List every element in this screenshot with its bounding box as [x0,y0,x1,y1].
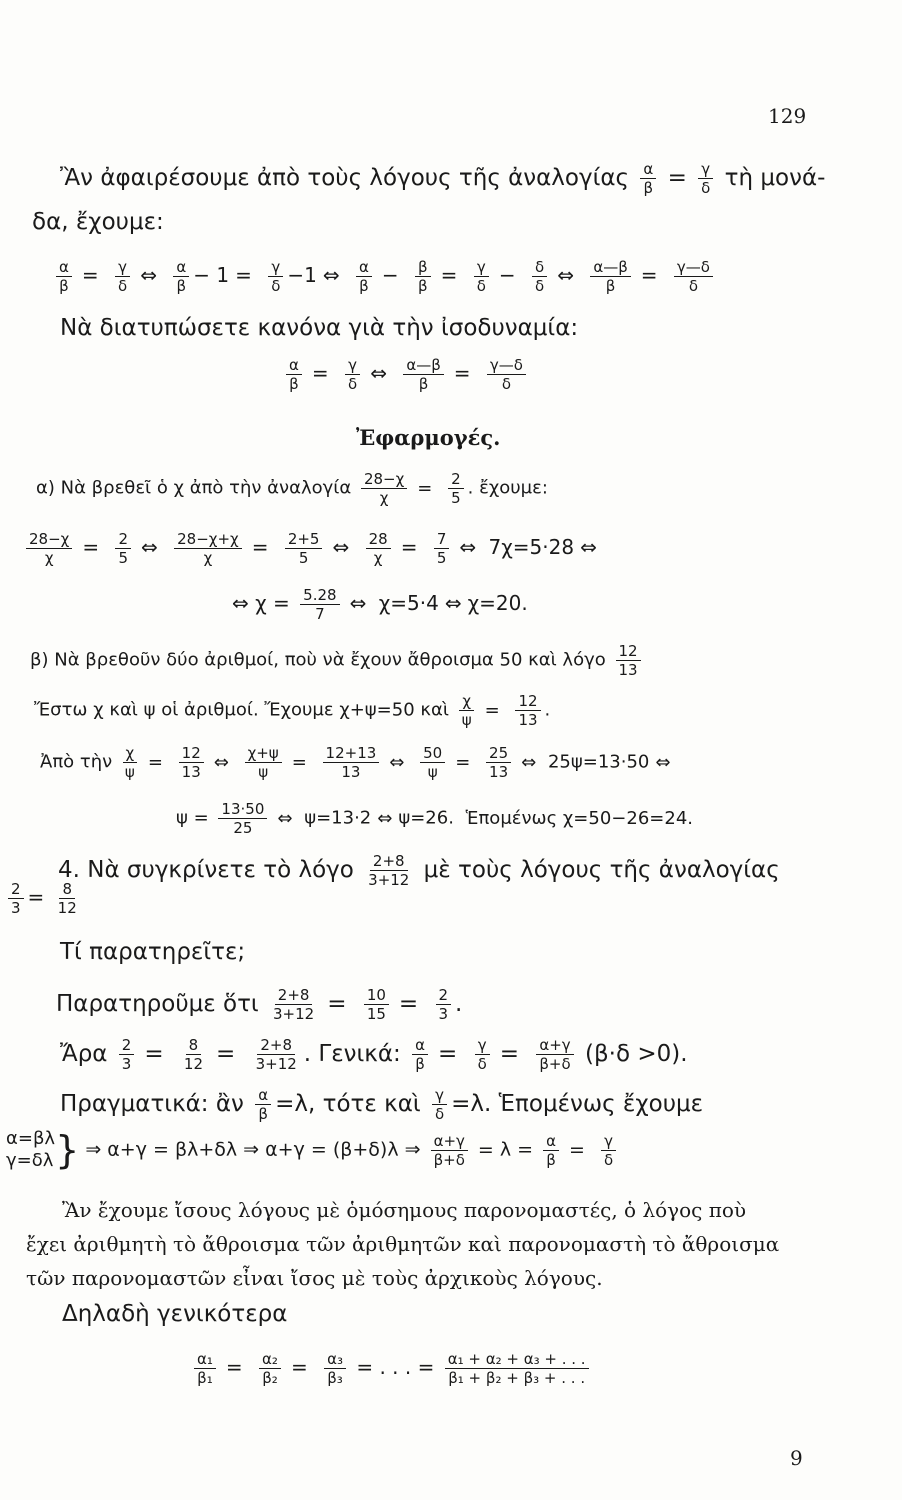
q4-line: 4. Νὰ συγκρίνετε τὸ λόγο $\frac{2+8}{3+12}$ μὲ τοὺς λόγους τῆς ἀναλογίας [58,852,780,889]
app-a-result: ⇔ χ = $\frac{5.28}{7}$ ⇔ χ=5·4 ⇔ χ=20. [232,586,528,623]
app-b-let: Ἔστω χ καὶ ψ οἱ ἀριθμοί. Ἔχουμε χ+ψ=50 καὶ $\frac{\chi}{\psi}$ = $\frac{12}{13}$ . [34,692,551,729]
general-formula: $\frac{\text{α₁}}{\text{β₁}}$ = $\frac{\text{α₂}}{\text{β₂}}$ = $\frac{\text{α₃}}{\text{β₃}}$ = . . . = $\frac{\text{α₁ + α₂ + α₃ + . . .}}{\text{β₁ + β₂ + β₃ + . . .}}$ [190,1350,593,1387]
app-a-line: α) Νὰ βρεθεῖ ὁ χ ἀπὸ τὴν ἀναλογία $\frac{28-\chi}{\chi}$ = $\frac{2}{5}$ . ἔχουμε: [36,470,548,507]
rule-line-2: ἔχει ἀριθμητὴ τὸ ἄθροισμα τῶν ἀριθμητῶν καὶ παρονομαστὴ τὸ ἄθροισμα [26,1232,780,1256]
footer-number: 9 [790,1446,803,1470]
app-b-result: ψ = $\frac{13\cdot 50}{25}$ ⇔ ψ=13·2 ⇔ ψ=26. Ἑπομένως χ=50−26=24. [176,800,693,837]
intro-line: Ἂν ἀφαιρέσουμε ἀπὸ τοὺς λόγους τῆς ἀναλογίας $\frac{\alpha}{\beta}$ = $\frac{\gamma}{\delta}$ τὴ μονά- [60,160,826,197]
system-stack: α=βλ γ=δλ [6,1128,56,1171]
frac-g-d: $\frac{\gamma}{\delta}$ [698,160,713,197]
rule-line-1: Ἂν ἔχουμε ἴσους λόγους μὲ ὁμόσημους παρονομαστές, ὁ λόγος ποὺ [62,1198,747,1222]
frac-a-b: $\frac{\alpha}{\beta}$ [640,160,656,197]
rule-line-3: τῶν παρονομαστῶν εἶναι ἴσος μὲ τοὺς ἀρχικοὺς λόγους. [26,1266,603,1290]
system-line: α=βλ γ=δλ } ⇒ α+γ = βλ+δλ ⇒ α+γ = (β+δ)λ ⇒ $\frac{\alpha+\gamma}{\beta+\delta}$ = λ = $\frac{\alpha}{\beta}$ = $\frac{\gamma}{\delta}$ [6,1128,620,1172]
rule-prompt: Νὰ διατυπώσετε κανόνα γιὰ τὴν ἰσοδυναμία: [60,315,579,341]
applications-heading: Ἐφαρμογές. [356,425,501,450]
app-a-chain: $\frac{28-\chi}{\chi}$ = $\frac{2}{5}$ ⇔ $\frac{28-\chi+\chi}{\chi}$ = $\frac{2+5}{5}$ ⇔ $\frac{28}{\chi}$ = $\frac{7}{5}$ ⇔ 7χ=5·28 ⇔ [22,530,603,567]
q4-proportion: $\frac{2}{3}$ = $\frac{8}{12}$ [4,880,84,917]
equivalence-display: $\frac{\alpha}{\beta}$ = $\frac{\gamma}{\delta}$ ⇔ $\frac{\alpha—\beta}{\beta}$ = $\frac{\gamma—\delta}{\delta}$ [282,356,530,393]
intro-tail: τὴ μονά- [724,165,826,191]
app-b-line: β) Νὰ βρεθοῦν δύο ἀριθμοί, ποὺ νὰ ἔχουν ἄθροισμα 50 καὶ λόγο $\frac{12}{13}$ [30,642,645,679]
page-number: 129 [768,104,807,128]
intro-line-2: δα, ἔχουμε: [32,209,164,235]
general-heading: Δηλαδὴ γενικότερα [62,1301,288,1327]
intro-text: Ἂν ἀφαιρέσουμε ἀπὸ τοὺς λόγους τῆς ἀναλογίας [60,165,630,191]
observe-line: Παρατηροῦμε ὅτι $\frac{2+8}{3+12}$ = $\frac{10}{15}$ = $\frac{2}{3}$ . [56,986,463,1023]
hence-line: Ἄρα $\frac{2}{3}$ = $\frac{8}{12}$ = $\frac{2+8}{3+12}$ . Γενικά: $\frac{\alpha}{\beta}$ = $\frac{\gamma}{\delta}$ = $\frac{\alpha+\gamma}{\beta+\delta}$ (β·δ >0). [60,1036,688,1073]
app-b-chain: Ἀπὸ τὴν $\frac{\chi}{\psi}$ = $\frac{12}{13}$ ⇔ $\frac{\chi+\psi}{\psi}$ = $\frac{12+13}{13}$ ⇔ $\frac{50}{\psi}$ = $\frac{25}{13}$ ⇔ 25ψ=13·50 ⇔ [40,744,671,781]
observe-question: Τί παρατηρεῖτε; [60,939,246,965]
derivation-line: $\frac{\alpha}{\beta}$ = $\frac{\gamma}{\delta}$ ⇔ $\frac{\alpha}{\beta}$ − 1 = $\frac{\gamma}{\delta}$ −1 ⇔ $\frac{\alpha}{\beta}$ − $\frac{\beta}{\beta}$ = $\frac{\gamma}{\delta}$ − $\frac{\delta}{\delta}$ ⇔ $\frac{\alpha—\beta}{\beta}$ = $\frac{\gamma—\delta}{\delta}$ [52,258,717,295]
indeed-line: Πραγματικά: ἂν $\frac{\alpha}{\beta}$ =λ, τότε καὶ $\frac{\gamma}{\delta}$ =λ. Ἑπομένως ἔχουμε [60,1086,704,1123]
